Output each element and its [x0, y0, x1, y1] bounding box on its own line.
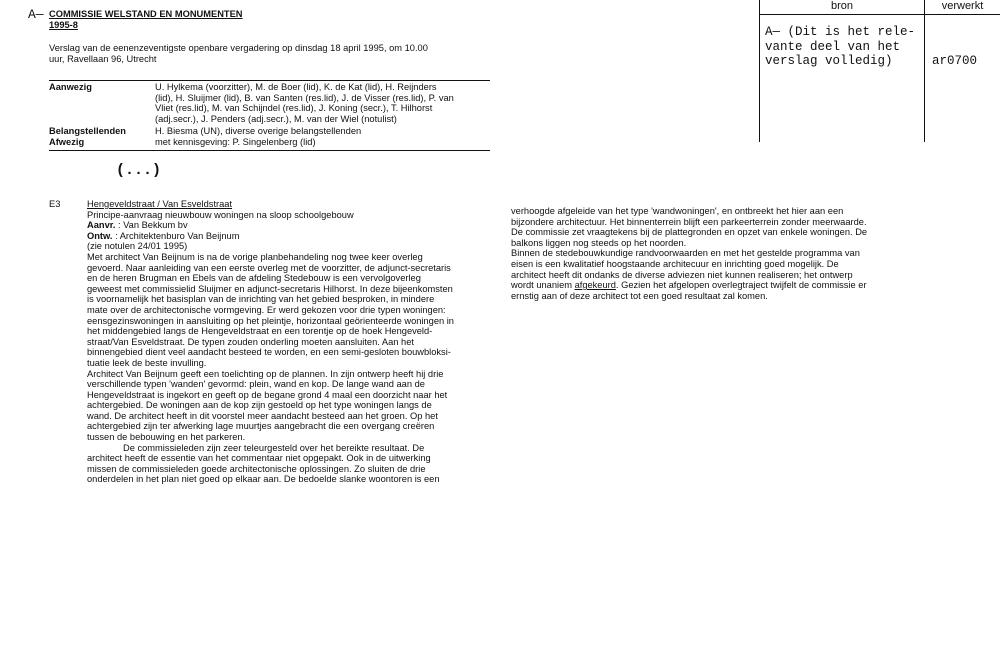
text-line: verschillende typen 'wanden' gevormd: plein, wand en kop. De lange wand aan de — [87, 379, 425, 390]
note-line: vante deel van het — [765, 39, 901, 54]
text-line: ernstig aan of deze architect tot een goed resultaat zal komen. — [511, 290, 768, 301]
text-line: bijzondere architectuur. Het binnenterrein blijft een parkeerterrein zonder meerwaarde. — [511, 216, 867, 227]
stakeholders-text: H. Biesma (UN), diverse overige belangstellenden — [155, 126, 362, 136]
item-column-2 — [511, 206, 911, 301]
paragraph-2 — [87, 369, 499, 443]
text-line: eisen is een kwalitatief hoogstaande architecuur en inrichting goed mogelijk. De — [511, 258, 839, 269]
text-line: De commissie zet vraagtekens bij de plattegronden en opzet van enkele woningen. De — [511, 227, 868, 238]
text-line: het middengebied langs de Hengeveldstraat en een torentje op de hoek Hengeveld- — [87, 326, 433, 337]
item-column-1 — [87, 199, 499, 485]
designer-value: : Architektenburo Van Beijnum — [112, 230, 240, 241]
text-line: binnengebied dient veel aandacht besteed te worden, en een semi-gesloten bouwbloksi- — [87, 347, 451, 358]
paragraph-3 — [87, 443, 499, 485]
absent-label: Afwezig — [49, 137, 85, 147]
text-line: wand. De architect heeft in dit voorstel meer aandacht besteed aan het groen. Op het — [87, 410, 438, 421]
item-subtitle: Principe-aanvraag nieuwbouw woningen na sloop schoolgebouw — [87, 209, 354, 220]
text-line: tuatie leek de beste invulling. — [87, 357, 207, 368]
table-border-left — [759, 0, 760, 142]
item-title: Hengeveldstraat / Van Esveldstraat — [87, 199, 233, 209]
text-line: geweest met commissielid Sluijmer en adjunct-secretaris Hilhorst. In deze bijeenkomsten — [87, 283, 453, 294]
applicant-line — [87, 220, 499, 231]
meeting-line-2: uur, Ravellaan 96, Utrecht — [49, 53, 157, 64]
text-line: gevoerd. Naar aanleiding van een eerste overleg met de voorzitter, de adjunct-secretaris — [87, 262, 451, 273]
present-list — [155, 82, 495, 124]
text-line: balkons liggen nog steeds op het noorden. — [511, 237, 687, 248]
text-line: Architect Van Beijnum geeft een toelichting op de plannen. In zijn ontwerp heeft hij drie — [87, 368, 444, 379]
text-line: straat/Van Esveldstraat. De typen zouden onderling moeten aansluiten. Aan het — [87, 336, 414, 347]
text-line: Binnen de stedebouwkundige randvoorwaarden en met het gestelde programma van — [511, 248, 860, 259]
text-line — [511, 280, 911, 291]
text-line: missen de commissieleden goede architectonische oplossingen. Zo sluiten de drie — [87, 463, 426, 474]
present-line: (adj.secr.), J. Penders (adj.secr.), M. van der Wiel (notulist) — [155, 113, 397, 124]
source-note — [765, 25, 915, 69]
meeting-info — [49, 43, 499, 64]
text-line: en de heren Brugman en Ebels van de afdeling Stedebouw is een vervolgoverleg — [87, 273, 421, 284]
column-header-bron: bron — [830, 0, 854, 12]
text-line: architect heeft dit ondanks de diverse adviezen niet kunnen realiseren; het ontwerp — [511, 269, 853, 280]
text-line: onderdelen in het plan niet goed op elkaar aan. De bedoelde slanke woontoren is een — [87, 474, 440, 485]
text-line: achtergebied. De woningen aan de kop zijn gestoeld op het type woningen langs de — [87, 400, 432, 411]
divider-top — [49, 80, 490, 81]
present-line: U. Hylkema (voorzitter), M. de Boer (lid), K. de Kat (lid), H. Reijnders — [155, 82, 437, 92]
omission-ellipsis: (...) — [116, 162, 162, 179]
note-line: verslag volledig) — [765, 54, 893, 68]
text-line: is voornamelijk het basisplan van de inrichting van het gebied besproken, in mindere — [87, 294, 435, 305]
text-line: verhoogde afgeleide van het type 'wandwoningen', en ontbreekt het hier aan een — [511, 206, 844, 216]
document-header — [49, 9, 243, 30]
applicant-value: : Van Bekkum bv — [115, 220, 188, 231]
designer-label: Ontw. — [87, 230, 113, 241]
stakeholders-label: Belangstellenden — [49, 126, 126, 136]
present-label: Aanwezig — [49, 82, 92, 92]
divider-bottom — [49, 150, 490, 151]
text-line: achtergebied zijn ter afwerking lage muurtjes aangebracht die een overgang creëren — [87, 421, 435, 432]
verdict-word: afgekeurd — [574, 280, 616, 291]
column-header-verwerkt: verwerkt — [941, 0, 984, 12]
applicant-label: Aanvr. — [87, 220, 116, 231]
committee-name: COMMISSIE WELSTAND EN MONUMENTEN — [49, 9, 243, 19]
reference-line: (zie notulen 24/01 1995) — [87, 241, 188, 252]
archive-code: ar0700 — [932, 54, 978, 68]
text-line: De commissieleden zijn zeer teleurgesteld over het bereikte resultaat. De — [123, 442, 425, 453]
table-header-rule — [759, 14, 1000, 15]
text-line: Met architect Van Beijnum is na de vorige planbehandeling nog twee keer overleg — [87, 251, 423, 262]
meeting-line-1: Verslag van de eenenzeventigste openbare vergadering op dinsdag 18 april 1995, om 10.00 — [49, 43, 428, 53]
present-line: (lid), H. Sluijmer (lid), B. van Santen (res.lid), J. de Visser (res.lid), P. van — [155, 92, 454, 103]
item-code: E3 — [49, 199, 61, 209]
text-line: Hengeveldstraat is ingekort en geeft op de begane grond 4 maal een doorzicht naar het — [87, 389, 448, 400]
designer-line — [87, 231, 499, 242]
col2-paragraph-1 — [511, 206, 911, 248]
present-line: Vliet (res.lid), M. van Schijndel (res.lid), J. Koning (secr.), T. Hilhorst — [155, 103, 433, 114]
text-segment: wordt unaniem — [511, 280, 575, 291]
attendance-block — [49, 82, 490, 152]
paragraph-1 — [87, 252, 499, 369]
text-line: eensgezinswoningen in aansluiting op het pleintje, horizontaal geörienteerde woningen in — [87, 315, 454, 326]
margin-marker: A— — [28, 7, 44, 22]
absent-text: met kennisgeving: P. Singelenberg (lid) — [155, 137, 316, 147]
note-line: A— (Dit is het rele- — [765, 25, 916, 39]
text-segment: . Gezien het afgelopen overlegtraject twijfelt de commissie er — [615, 280, 867, 291]
text-line: architect heeft de essentie van het commentaar niet opgepakt. Ook in de uitwerking — [87, 453, 431, 464]
col2-paragraph-2 — [511, 248, 911, 301]
report-number: 1995-8 — [49, 19, 78, 30]
text-line: tussen de bebouwing en het parkeren. — [87, 432, 246, 443]
table-border-middle — [924, 0, 925, 142]
text-line: mate over de architectonische vormgeving. Er werd gekozen voor drie typen woningen: — [87, 304, 446, 315]
